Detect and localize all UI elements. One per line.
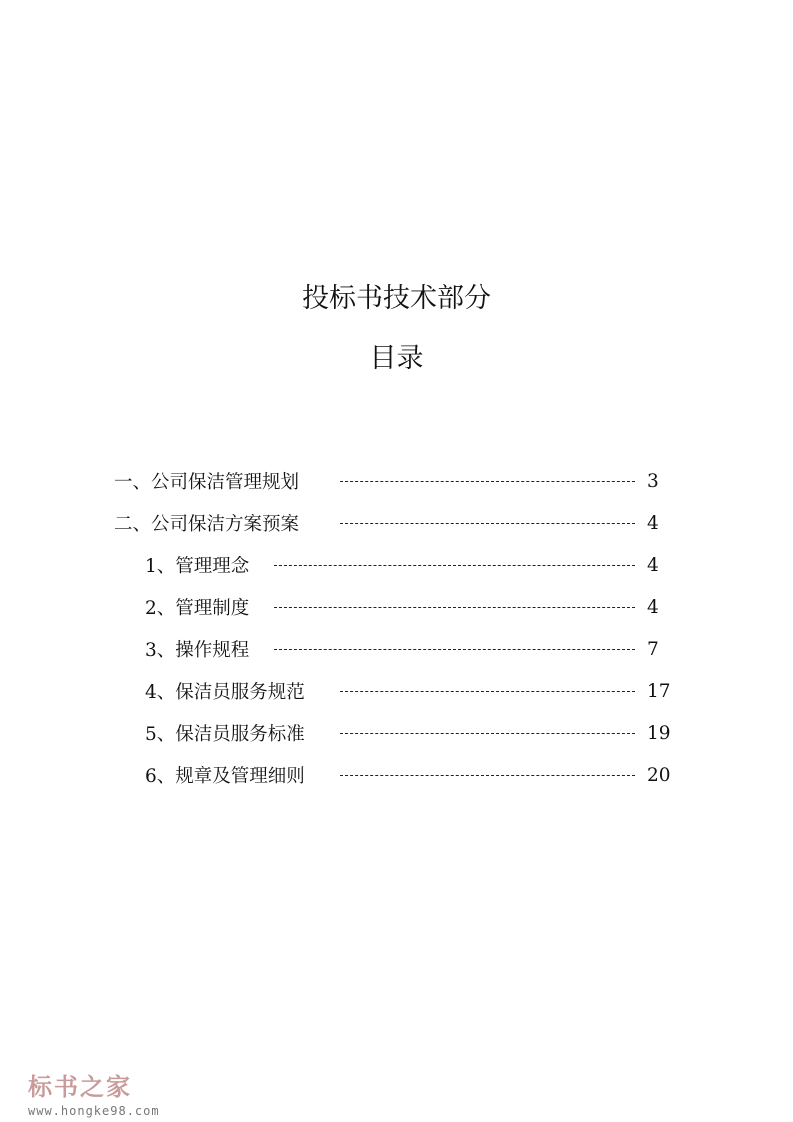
toc-leader xyxy=(274,649,635,650)
toc-heading: 目录 xyxy=(369,343,424,374)
toc-entry-label: 2、管理制度 xyxy=(145,598,250,619)
toc-leader xyxy=(274,607,635,608)
toc-entry[interactable] xyxy=(0,544,793,586)
toc-entry-page: 7 xyxy=(647,638,659,660)
toc-entry-label: 3、操作规程 xyxy=(145,640,250,661)
toc-entry-page: 3 xyxy=(647,470,659,492)
watermark-logo xyxy=(28,1067,160,1118)
toc-entry-page: 4 xyxy=(647,596,659,618)
toc-entry-page: 17 xyxy=(647,680,671,702)
document-title: 投标书技术部分 xyxy=(302,283,491,314)
watermark-url: www.hongke98.com xyxy=(28,1104,160,1118)
toc-entry[interactable] xyxy=(0,754,793,796)
toc-leader xyxy=(340,691,635,692)
toc-entry-label: 一、公司保洁管理规划 xyxy=(114,472,300,493)
toc-leader xyxy=(340,733,635,734)
toc-entry-page: 20 xyxy=(647,764,671,786)
toc-entry[interactable] xyxy=(0,502,793,544)
toc-entry-page: 4 xyxy=(647,512,659,534)
toc-entry-label: 6、规章及管理细则 xyxy=(145,766,305,787)
toc-entry-page: 19 xyxy=(647,722,671,744)
toc-entry-label: 4、保洁员服务规范 xyxy=(145,682,305,703)
toc-entry[interactable] xyxy=(0,586,793,628)
toc-entry[interactable] xyxy=(0,670,793,712)
toc-entry-page: 4 xyxy=(647,554,659,576)
toc-entry-label: 二、公司保洁方案预案 xyxy=(114,514,300,535)
toc-leader xyxy=(340,775,635,776)
toc-leader xyxy=(274,565,635,566)
toc-entry[interactable] xyxy=(0,460,793,502)
toc-leader xyxy=(340,523,635,524)
toc-entry-label: 5、保洁员服务标准 xyxy=(145,724,305,745)
toc-entry[interactable] xyxy=(0,712,793,754)
toc-entry[interactable] xyxy=(0,628,793,670)
watermark-brand: 标书之家 xyxy=(28,1073,132,1101)
toc-leader xyxy=(340,481,635,482)
toc-entry-label: 1、管理理念 xyxy=(145,556,250,577)
